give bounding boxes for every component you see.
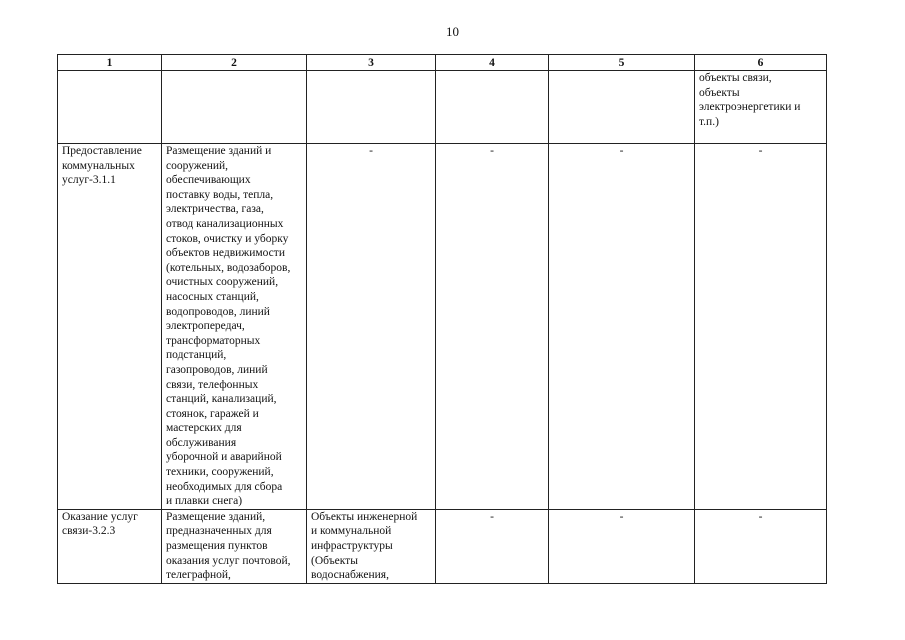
column-header-2: 2 xyxy=(162,55,307,71)
table-cell-dash: - xyxy=(307,144,436,510)
table-row-communal-services xyxy=(58,144,827,510)
table-cell-dash: - xyxy=(695,509,827,583)
infrastructure-objects-cell: Объекты инженерной и коммунальной инфраструктуры (Объекты водоснабжения, xyxy=(307,509,436,583)
column-number-header xyxy=(58,55,827,71)
table-row-continuation xyxy=(58,71,827,144)
table-cell xyxy=(549,71,695,144)
table-cell-dash: - xyxy=(436,509,549,583)
land-use-type-cell: Оказание услуг связи-3.2.3 xyxy=(58,509,162,583)
column-header-1: 1 xyxy=(58,55,162,71)
table-cell xyxy=(162,71,307,144)
table-cell-dash: - xyxy=(549,144,695,510)
land-use-type-cell: Предоставление коммунальных услуг-3.1.1 xyxy=(58,144,162,510)
page-number: 10 xyxy=(446,24,459,39)
scan-margin-mark xyxy=(1,566,7,594)
column-header-4: 4 xyxy=(436,55,549,71)
table-cell-dash: - xyxy=(695,144,827,510)
table-cell xyxy=(436,71,549,144)
table-cell xyxy=(307,71,436,144)
land-use-description-cell: Размещение зданий и сооружений, обеспечивающих поставку воды, тепла, электричества, газа, отвод канализационных стоков, очистку и уборку объектов недвижимости (котельных, водозаборов, очистных сооружений, насосных станций, водопроводов, линий электропередач, трансформаторных подстанций, газопроводов, линий связи, телефонных станций, канализаций, стоянок, гаражей и мастерских для обслуживания уборочной и аварийной техники, сооружений, необходимых для сбора и плавки снега) xyxy=(162,144,307,510)
table-cell-dash: - xyxy=(436,144,549,510)
column-header-3: 3 xyxy=(307,55,436,71)
table-cell-dash: - xyxy=(549,509,695,583)
land-use-description-cell: Размещение зданий, предназначенных для размещения пунктов оказания услуг почтовой, телеграфной, xyxy=(162,509,307,583)
table-cell-continued-text: объекты связи, объекты электроэнергетики и т.п.) xyxy=(695,71,827,144)
table-row-communication-services xyxy=(58,509,827,583)
land-use-table xyxy=(57,54,827,584)
column-header-5: 5 xyxy=(549,55,695,71)
column-header-6: 6 xyxy=(695,55,827,71)
table-cell xyxy=(58,71,162,144)
